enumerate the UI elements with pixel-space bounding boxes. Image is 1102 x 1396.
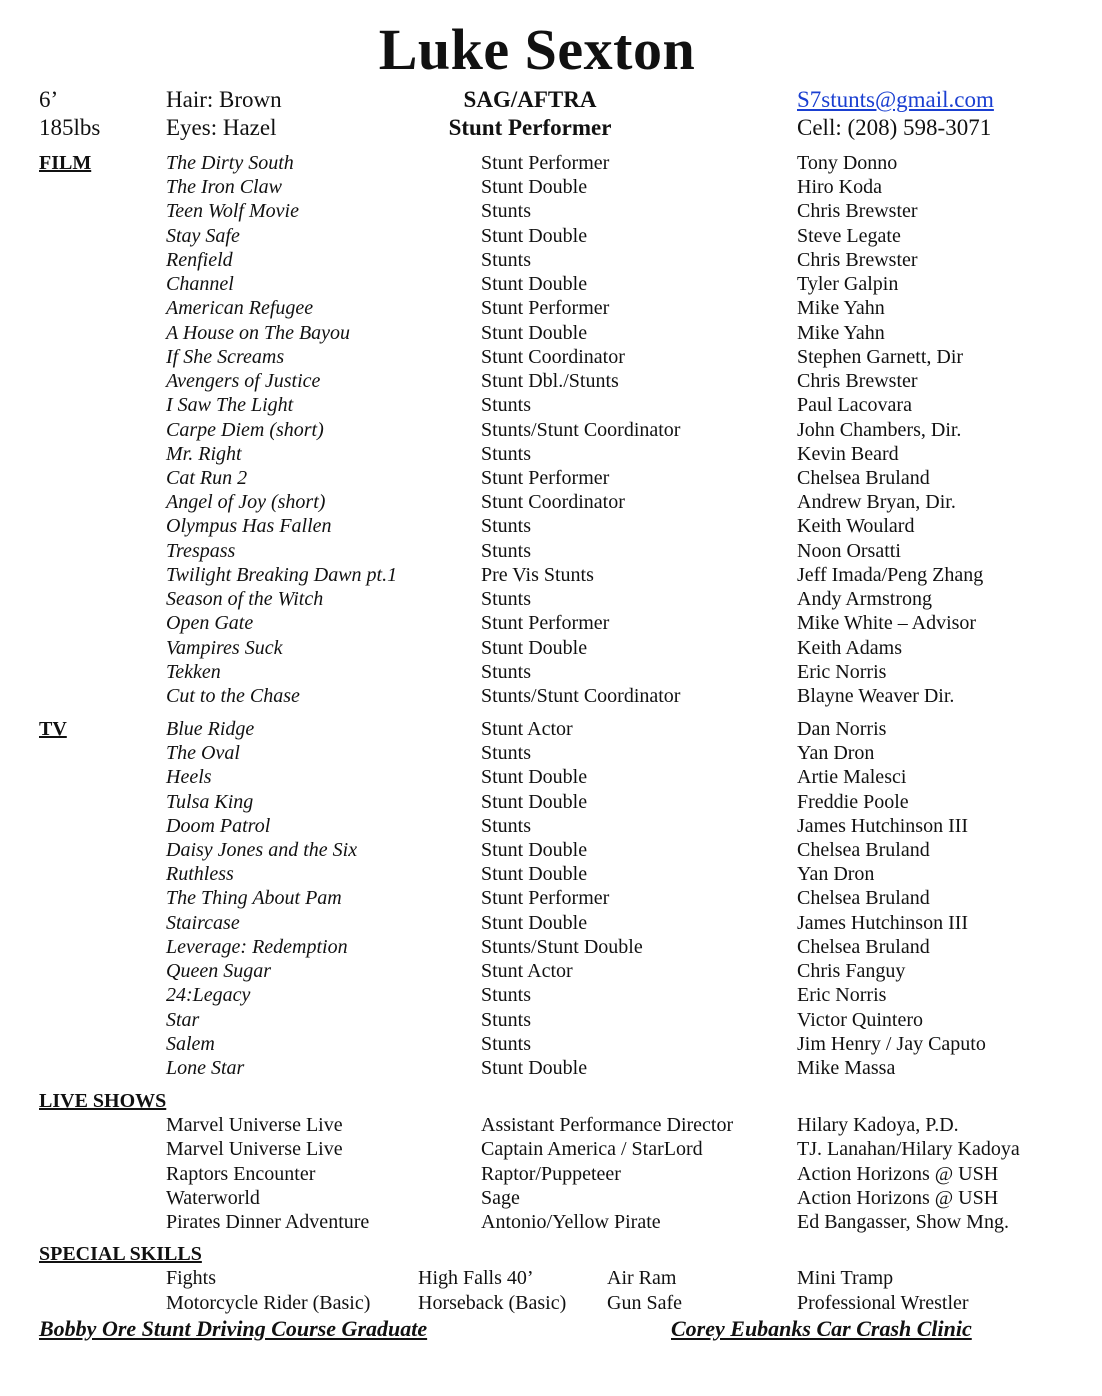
credit-title: Queen Sugar xyxy=(166,960,271,983)
credit-title: American Refugee xyxy=(166,297,314,320)
live-shows-section-label: LIVE SHOWS xyxy=(39,1090,167,1112)
skill-item: Motorcycle Rider (Basic) xyxy=(166,1292,371,1314)
resume-name: Luke Sexton xyxy=(378,17,696,82)
live-show-row xyxy=(0,1137,1102,1161)
weight-text: 185lbs xyxy=(39,115,101,140)
credit-coordinator: John Chambers, Dir. xyxy=(797,418,962,441)
tv-credit-row xyxy=(0,935,1102,959)
tv-credit-row xyxy=(0,790,1102,814)
tv-credit-row xyxy=(0,838,1102,862)
credit-title: Stay Safe xyxy=(166,224,240,247)
credit-role: Stunt Performer xyxy=(481,887,610,910)
tv-credit-row xyxy=(0,814,1102,838)
film-credit-row xyxy=(0,466,1102,490)
credit-coordinator: Jim Henry / Jay Caputo xyxy=(797,1032,986,1055)
credit-coordinator: Artie Malesci xyxy=(797,766,907,789)
credit-coordinator: Chelsea Bruland xyxy=(797,935,930,958)
credit-title: Raptors Encounter xyxy=(166,1162,316,1185)
credit-title: Olympus Has Fallen xyxy=(166,515,332,538)
credit-role: Stunt Performer xyxy=(481,466,610,489)
tv-credit-row xyxy=(0,959,1102,983)
email-link[interactable]: S7stunts@gmail.com xyxy=(797,87,994,112)
credit-coordinator: Hilary Kadoya, P.D. xyxy=(797,1114,959,1136)
credit-coordinator: Action Horizons @ USH xyxy=(797,1162,999,1185)
hair-text: Hair: Brown xyxy=(166,87,282,112)
skill-item: Fights xyxy=(166,1267,217,1289)
credit-role: Stunt Double xyxy=(481,863,588,886)
credit-coordinator: Freddie Poole xyxy=(797,790,909,813)
credit-role: Stunts xyxy=(481,660,532,683)
credit-title: Doom Patrol xyxy=(166,814,271,837)
tv-credit-row xyxy=(0,741,1102,765)
credit-role: Stunts/Stunt Coordinator xyxy=(481,418,681,441)
credit-coordinator: Chris Brewster xyxy=(797,200,918,223)
credit-title: Lone Star xyxy=(166,1056,245,1079)
credit-title: Daisy Jones and the Six xyxy=(166,839,358,862)
credit-coordinator: Mike White – Advisor xyxy=(797,612,977,635)
credit-coordinator: Steve Legate xyxy=(797,224,901,247)
tv-credit-row xyxy=(0,1032,1102,1056)
tv-credit-row xyxy=(0,1008,1102,1032)
film-section-label: FILM xyxy=(39,152,92,174)
credit-title: Marvel Universe Live xyxy=(166,1138,343,1161)
live-show-row xyxy=(0,1162,1102,1186)
credit-title: Blue Ridge xyxy=(166,718,255,740)
credit-role: Stunt Double xyxy=(481,224,588,247)
film-credit-row xyxy=(0,442,1102,466)
credit-role: Stunt Double xyxy=(481,1056,588,1079)
skill-item: Professional Wrestler xyxy=(797,1292,969,1314)
credit-title: Renfield xyxy=(166,248,233,271)
credit-title: A House on The Bayou xyxy=(166,321,351,344)
credit-coordinator: Andy Armstrong xyxy=(797,588,932,611)
credit-role: Stunts xyxy=(481,442,532,465)
skill-item: High Falls 40’ xyxy=(418,1267,534,1289)
film-credit-row xyxy=(0,587,1102,611)
credit-coordinator: Yan Dron xyxy=(797,863,875,886)
credit-coordinator: Andrew Bryan, Dir. xyxy=(797,491,956,514)
credit-coordinator: Chris Brewster xyxy=(797,370,918,393)
credit-title: Ruthless xyxy=(166,863,234,886)
credit-title: Mr. Right xyxy=(166,442,242,465)
credit-role: Stunts xyxy=(481,1032,532,1055)
credit-role: Stunts xyxy=(481,248,532,271)
credit-title: Tulsa King xyxy=(166,790,254,813)
credit-role: Stunts xyxy=(481,200,532,223)
profession-text: Stunt Performer xyxy=(448,115,612,140)
credit-role: Stunt Coordinator xyxy=(481,491,625,514)
height-text: 6’ xyxy=(39,87,59,112)
credit-coordinator: James Hutchinson III xyxy=(797,911,969,934)
film-credit-row xyxy=(0,175,1102,199)
credit-coordinator: Mike Massa xyxy=(797,1056,896,1079)
credit-role: Stunt Coordinator xyxy=(481,345,625,368)
credit-title: Angel of Joy (short) xyxy=(166,491,326,514)
credit-coordinator: Mike Yahn xyxy=(797,297,885,320)
credit-coordinator: Keith Adams xyxy=(797,636,902,659)
credit-role: Stunts xyxy=(481,984,532,1007)
credit-coordinator: Kevin Beard xyxy=(797,442,899,465)
credit-coordinator: Keith Woulard xyxy=(797,515,915,538)
credit-title: Leverage: Redemption xyxy=(166,935,348,958)
driving-course-credential: Bobby Ore Stunt Driving Course Graduate xyxy=(39,1316,428,1341)
credit-role: Stunts xyxy=(481,742,532,765)
credit-coordinator: Chelsea Bruland xyxy=(797,887,930,910)
film-credit-row xyxy=(0,393,1102,417)
credit-role: Stunts xyxy=(481,394,532,417)
credit-coordinator: Chris Brewster xyxy=(797,248,918,271)
credit-title: Open Gate xyxy=(166,612,254,635)
skill-item: Mini Tramp xyxy=(797,1267,894,1289)
credit-title: The Thing About Pam xyxy=(166,887,342,910)
credit-coordinator: Yan Dron xyxy=(797,742,875,765)
credit-title: If She Screams xyxy=(166,345,285,368)
credit-role: Assistant Performance Director xyxy=(481,1114,734,1136)
film-credit-row xyxy=(0,636,1102,660)
credit-title: Vampires Suck xyxy=(166,636,283,659)
credit-role: Stunt Double xyxy=(481,176,588,199)
credit-role: Stunt Double xyxy=(481,273,588,296)
credit-title: Salem xyxy=(166,1032,215,1055)
credit-role: Stunts xyxy=(481,515,532,538)
film-credit-row xyxy=(0,345,1102,369)
credit-coordinator: Dan Norris xyxy=(797,718,887,740)
credit-coordinator: Tyler Galpin xyxy=(797,273,899,296)
tv-section-label: TV xyxy=(39,718,67,740)
credit-role: Stunt Performer xyxy=(481,297,610,320)
tv-credit-row xyxy=(0,1056,1102,1080)
credit-coordinator: Paul Lacovara xyxy=(797,394,912,417)
credit-title: Tekken xyxy=(166,660,221,683)
film-credit-row xyxy=(0,199,1102,223)
credit-role: Raptor/Puppeteer xyxy=(481,1162,621,1185)
credit-coordinator: James Hutchinson III xyxy=(797,814,969,837)
credit-coordinator: Chelsea Bruland xyxy=(797,839,930,862)
skill-item: Air Ram xyxy=(607,1267,677,1289)
skill-item: Gun Safe xyxy=(607,1292,682,1314)
credit-coordinator: Victor Quintero xyxy=(797,1008,923,1031)
union-text: SAG/AFTRA xyxy=(463,87,597,112)
tv-credit-row xyxy=(0,765,1102,789)
special-skills-section-label: SPECIAL SKILLS xyxy=(39,1243,202,1265)
credit-role: Stunt Performer xyxy=(481,612,610,635)
film-credit-row xyxy=(0,151,1102,175)
credit-role: Stunt Double xyxy=(481,911,588,934)
credit-coordinator: Chris Fanguy xyxy=(797,960,906,983)
tv-credit-row xyxy=(0,717,1102,741)
film-credit-row xyxy=(0,539,1102,563)
credit-role: Captain America / StarLord xyxy=(481,1138,703,1161)
credit-title: Twilight Breaking Dawn pt.1 xyxy=(166,563,398,586)
tv-credit-row xyxy=(0,983,1102,1007)
film-credit-row xyxy=(0,369,1102,393)
cell-text: Cell: (208) 598-3071 xyxy=(797,115,992,140)
credit-role: Stunt Double xyxy=(481,790,588,813)
credit-title: Trespass xyxy=(166,539,236,562)
email-link-wrapper xyxy=(797,86,994,114)
film-credit-row xyxy=(0,563,1102,587)
credit-coordinator: Chelsea Bruland xyxy=(797,466,930,489)
credit-role: Stunt Double xyxy=(481,839,588,862)
credit-title: Cut to the Chase xyxy=(166,685,300,708)
credit-title: Season of the Witch xyxy=(166,588,324,611)
credit-title: Channel xyxy=(166,273,234,296)
credit-title: Star xyxy=(166,1008,200,1031)
credit-role: Stunt Double xyxy=(481,636,588,659)
credit-coordinator: Eric Norris xyxy=(797,660,887,683)
credit-title: Avengers of Justice xyxy=(166,370,321,393)
skills-row xyxy=(0,1291,1102,1315)
eyes-text: Eyes: Hazel xyxy=(166,115,277,140)
live-show-row xyxy=(0,1113,1102,1137)
credit-coordinator: Ed Bangasser, Show Mng. xyxy=(797,1211,1009,1233)
live-show-row xyxy=(0,1210,1102,1234)
credit-coordinator: TJ. Lanahan/Hilary Kadoya xyxy=(797,1138,1020,1161)
credit-coordinator: Tony Donno xyxy=(797,152,898,174)
credit-title: Pirates Dinner Adventure xyxy=(166,1211,370,1233)
film-credit-row xyxy=(0,224,1102,248)
credit-role: Stunts xyxy=(481,1008,532,1031)
credit-role: Stunts xyxy=(481,539,532,562)
credit-coordinator: Eric Norris xyxy=(797,984,887,1007)
live-show-row xyxy=(0,1186,1102,1210)
credit-role: Stunt Actor xyxy=(481,718,573,740)
credit-role: Stunts xyxy=(481,588,532,611)
film-credit-row xyxy=(0,611,1102,635)
skills-row xyxy=(0,1266,1102,1290)
credit-coordinator: Noon Orsatti xyxy=(797,539,901,562)
skill-item: Horseback (Basic) xyxy=(418,1292,567,1314)
film-credit-row xyxy=(0,418,1102,442)
film-credit-row xyxy=(0,321,1102,345)
credit-role: Stunt Double xyxy=(481,766,588,789)
credit-title: The Oval xyxy=(166,742,240,765)
credit-title: Staircase xyxy=(166,911,240,934)
credit-coordinator: Mike Yahn xyxy=(797,321,885,344)
credit-coordinator: Blayne Weaver Dir. xyxy=(797,685,955,708)
credit-role: Stunt Actor xyxy=(481,960,573,983)
credit-title: Marvel Universe Live xyxy=(166,1114,343,1136)
tv-credit-row xyxy=(0,886,1102,910)
tv-credit-row xyxy=(0,862,1102,886)
credit-role: Pre Vis Stunts xyxy=(481,563,594,586)
credit-title: The Iron Claw xyxy=(166,176,282,199)
credit-title: Waterworld xyxy=(166,1186,260,1209)
credit-coordinator: Action Horizons @ USH xyxy=(797,1186,999,1209)
credit-title: Heels xyxy=(166,766,212,789)
credit-coordinator: Jeff Imada/Peng Zhang xyxy=(797,563,984,586)
credit-role: Sage xyxy=(481,1186,520,1209)
film-credit-row xyxy=(0,684,1102,708)
film-credit-row xyxy=(0,660,1102,684)
credit-title: 24:Legacy xyxy=(166,984,251,1007)
credit-title: Teen Wolf Movie xyxy=(166,200,299,223)
credit-role: Stunt Performer xyxy=(481,152,610,174)
car-crash-clinic-credential: Corey Eubanks Car Crash Clinic xyxy=(671,1316,972,1341)
credit-role: Stunt Dbl./Stunts xyxy=(481,370,619,393)
credit-role: Stunt Double xyxy=(481,321,588,344)
credit-title: Carpe Diem (short) xyxy=(166,418,324,441)
film-credit-row xyxy=(0,514,1102,538)
film-credit-row xyxy=(0,272,1102,296)
credit-role: Stunts/Stunt Double xyxy=(481,935,643,958)
credit-title: The Dirty South xyxy=(166,152,294,174)
film-credit-row xyxy=(0,490,1102,514)
credit-role: Antonio/Yellow Pirate xyxy=(481,1211,661,1233)
credit-title: Cat Run 2 xyxy=(166,466,248,489)
credit-coordinator: Stephen Garnett, Dir xyxy=(797,345,964,368)
film-credit-row xyxy=(0,248,1102,272)
credit-role: Stunts/Stunt Coordinator xyxy=(481,685,681,708)
film-credit-row xyxy=(0,296,1102,320)
credit-coordinator: Hiro Koda xyxy=(797,176,882,199)
tv-credit-row xyxy=(0,911,1102,935)
credit-title: I Saw The Light xyxy=(166,394,294,417)
credit-role: Stunts xyxy=(481,814,532,837)
